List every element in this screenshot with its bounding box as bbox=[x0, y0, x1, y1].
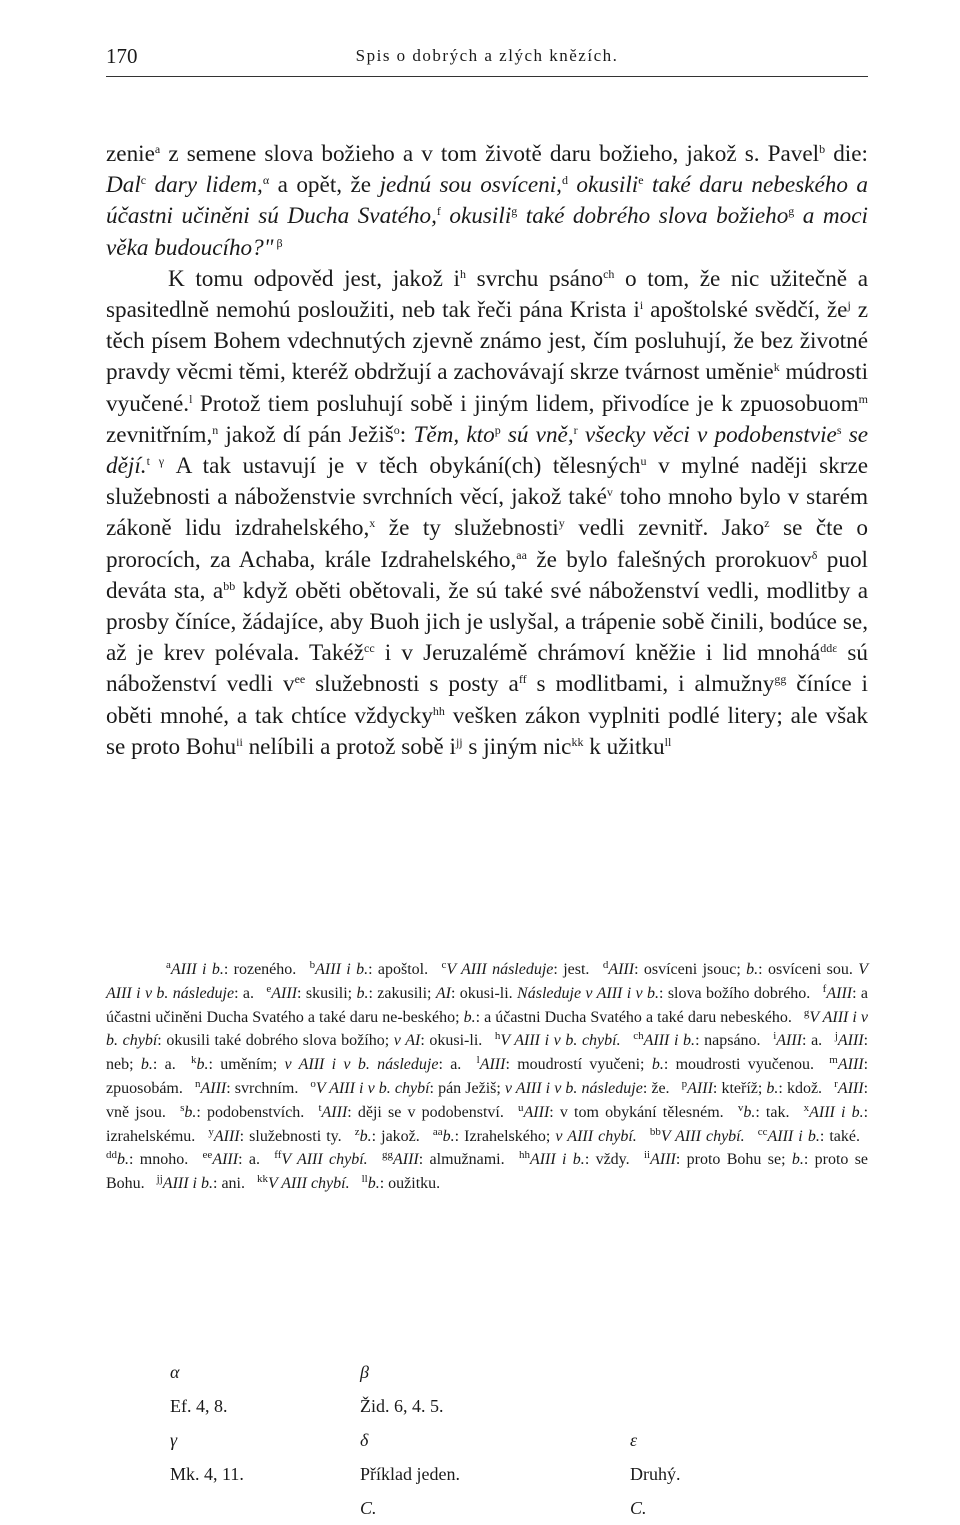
main-text bbox=[106, 139, 868, 763]
source-delta: δ Příklad jeden. C. bbox=[360, 1430, 460, 1518]
source-row bbox=[170, 1355, 681, 1423]
source-references bbox=[170, 1355, 681, 1525]
source-gamma: γ Mk. 4, 11. bbox=[170, 1430, 244, 1484]
running-title: Spis o dobrých a zlých knězích. bbox=[355, 46, 619, 65]
footnotes: $^a$AIII i b.: rozeného. $^b$AIII i b.: apoštol. $^c$V AIII následuje: jest. $^d$AIII: osvíceni jsouc; b.: osvíceni sou. V AIII i v b. následuje: a. $^e$AIII: skusili; b.: zakusili; AI: okusi-li. Následuje v AIII i v b.: slova božího dobrého. $^f$AIII: a účastni učiněni Ducha Svatého a také daru ne-beského; b.: a účastni Ducha Svatého a také daru nebeského. $^g$V AIII i v b. chybí: okusili také dobrého slova božího; v AI: okusi-li. $^h$V AIII i v b. chybí. $^{ch}$AIII i b.: napsáno. $^i$AIII: a. $^j$AIII: neb; b.: a. $^k$b.: uměním; v AIII i v b. následuje: a. $^l$AIII: moudrostí vyučeni; b.: moudrosti vyučenou. $^m$AIII: zpuosobám. $^n$AIII: svrchním. $^o$V AIII i v b. chybí: pán Ježiš; v AIII i v b. následuje: že. $^p$AIII: kteříž; b.: kdož. $^r$AIII: vně jsou. $^s$b.: podobenstvích. $^t$AIII: ději se v podobenství. $^u$AIII: v tom obykání tělesném. $^v$b.: tak. $^x$AIII i b.: izrahelskému. $^y$AIII: služebnosti ty. $^z$b.: jakož. $^{aa}$b.: Izrahelského; v AIII chybí. $^{bb}$V AIII chybí. $^{cc}$AIII i b.: také. $^{dd}$b.: mnoho. $^{ee}$AIII: a. $^{ff}$V AIII chybí. $^{gg}$AIII: almužnami. $^{hh}$AIII i b.: vždy. $^{ii}$AIII: proto Bohu se; b.: proto se Bohu. $^{jj}$AIII i b.: ani. $^{kk}$V AIII chybí. $^{ll}$b.: oužitku. bbox=[106, 959, 869, 1193]
page-number: 170 bbox=[106, 44, 138, 68]
source-alpha: α Ef. 4, 8. bbox=[170, 1362, 228, 1416]
source-epsilon: ε Druhý. C. bbox=[630, 1430, 681, 1518]
page-header bbox=[106, 44, 868, 77]
source-row bbox=[170, 1423, 681, 1525]
paragraph-2: K tomu odpověd jest, jakož $i^h$ svrchu psáno$^{ch}$ o tom, že nic užitečně a spasitedlně nemohú posloužiti, neb tak řeči pána Krista $i^i$ apoštolské svědčí, $že^j$ z těch písem Bohem vdechnutých zjevně známo jest, čím posluhují, že bez životné pravdy věcmi těmi, kteréž obdržují a zachovávají skrze tvárnost uměnie$^k$ múdrosti vyučené.$^l$ Protož tiem posluhují sobě i jiným lidem, přivodíce je k zpuosobuom$^m$ zevnitřním,$^n$ jakož dí pán Ježiš$^o$: Těm, kto$^p$ sú vně,$^r$ všecky věci v podobenstvie$^s$ se dějí.$^t$ $^\gamma$ A tak ustavují je v těch obykání(ch) tělesných$^u$ v mylné naději skrze služebnosti a náboženstvie svrchních věcí, jakož také$^v$ toho mnoho bylo v starém zákoně lidu izdrahelského,$^x$ že ty služebnosti$^y$ vedli zevnitř. Jako$^z$ se čte o prorocích, za Achaba, krále Izdrahelského,$^{aa}$ že bylo falešných prorokuov$^\delta$ puol deváta sta, $a^{bb}$ když oběti obětovali, že sú také své náboženství vedli, modlitby a prosby číníce, žádajíce, aby Buoh jich je uslyšal, a trápenie sobě činili, bodúce se, až je krev polévala. Takéž$^{cc}$ i v Jeruzalémě chrámoví kněžie i lid mnohá$^{dd\varepsilon}$ sú náboženství vedli $v^{ee}$ služebnosti s posty $a^{ff}$ s modlitbami, i almužny$^{gg}$ číníce i oběti mnohé, a tak chtíce vždycky$^{hh}$ vešken zákon vyplniti podlé litery; ale však se proto Bohu$^{ii}$ nelíbili a protož sobě $i^{jj}$ s jiným nic$^{kk}$ k užitku$^{ll}$ bbox=[106, 265, 869, 760]
source-beta: β Žid. 6, 4. 5. bbox=[360, 1362, 444, 1416]
paragraph-1: zenie$^a$ z semene slova božieho a v tom životě daru božieho, jakož s. Pavel$^b$ die: Dal$^c$ dary lidem,$^\alpha$ a opět, že jednú sou osvíceni,$^d$ okusili$^e$ také daru nebeského a účastni učiněni sú Ducha Svatého,$^f$ okusili$^g$ také dobrého slova božieho$^g$ a moci věka budoucího?" $^\beta$ bbox=[106, 141, 868, 261]
